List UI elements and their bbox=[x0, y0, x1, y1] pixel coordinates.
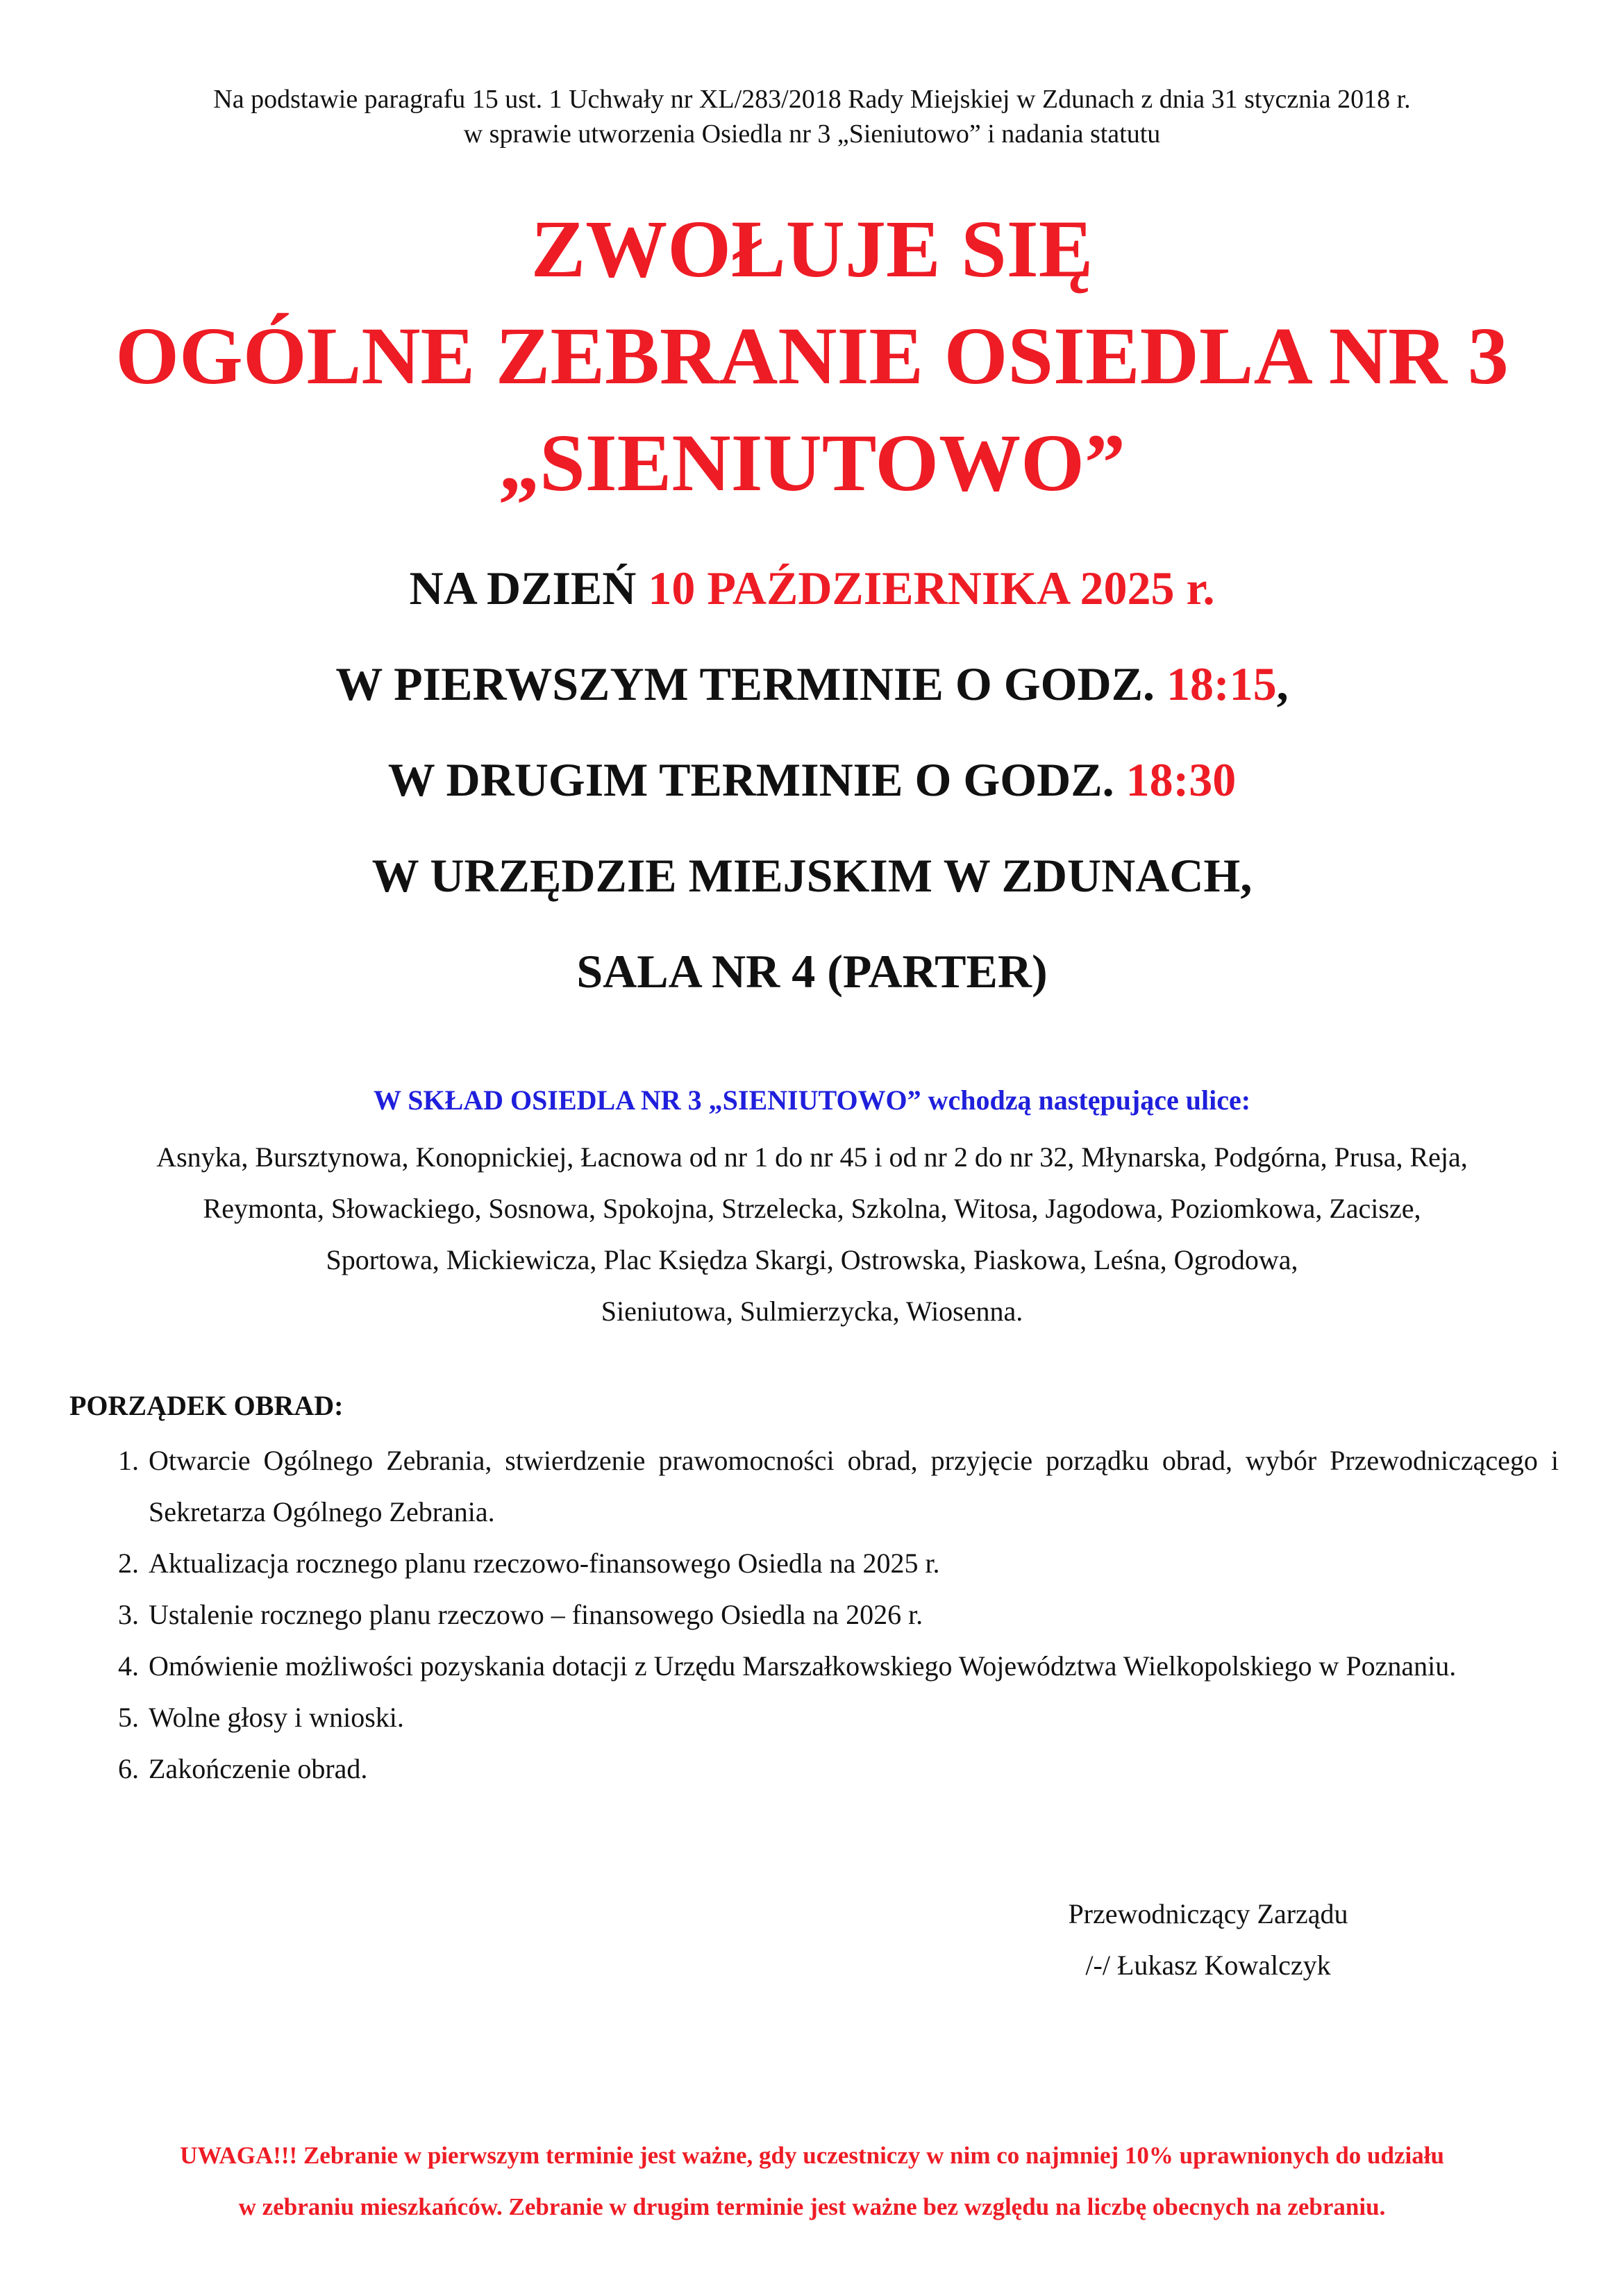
warning-line-2: w zebraniu mieszkańców. Zebranie w drugim terminie jest ważne bez względu na liczbę obecnych na zebraniu. bbox=[238, 2193, 1386, 2220]
agenda-item-number: 1. bbox=[118, 1445, 139, 1476]
streets-line-3: Sportowa, Mickiewicza, Plac Księdza Skargi, Ostrowska, Piaskowa, Leśna, Ogrodowa, bbox=[326, 1244, 1298, 1275]
agenda-item-text: Aktualizacja rocznego planu rzeczowo-finansowego Osiedla na 2025 r. bbox=[149, 1548, 940, 1579]
agenda-item-number: 3. bbox=[118, 1599, 139, 1630]
signature-block bbox=[1028, 1888, 1389, 1991]
agenda-item bbox=[69, 1743, 1559, 1795]
first-term-label: W PIERWSZYM TERMINIE O GODZ. bbox=[335, 657, 1166, 710]
streets-line-1: Asnyka, Bursztynowa, Konopnickiej, Łacnowa od nr 1 do nr 45 i od nr 2 do nr 32, Młynarska, Podgórna, Prusa, Reja, bbox=[156, 1141, 1468, 1173]
agenda-item-text: Otwarcie Ogólnego Zebrania, stwierdzenie prawomocności obrad, przyjęcie porządku obrad, wybór Przewodniczącego i Sekretarza Ogólnego Zebrania. bbox=[149, 1445, 1559, 1527]
agenda-item-text: Zakończenie obrad. bbox=[149, 1753, 368, 1784]
agenda-item-number: 2. bbox=[118, 1548, 139, 1579]
agenda-item bbox=[69, 1641, 1559, 1692]
meeting-date-label: NA DZIEŃ bbox=[409, 562, 648, 614]
streets-list bbox=[0, 1132, 1624, 1337]
agenda-item bbox=[69, 1435, 1559, 1538]
meeting-location: W URZĘDZIE MIEJSKIM W ZDUNACH, bbox=[371, 849, 1253, 902]
title-line-3: „SIENIUTOWO” bbox=[499, 417, 1125, 508]
legal-basis-line-1: Na podstawie paragrafu 15 ust. 1 Uchwały nr XL/283/2018 Rady Miejskiej w Zdunach z dnia 31 stycznia 2018 r. bbox=[213, 85, 1411, 114]
signature-name: /-/ Łukasz Kowalczyk bbox=[1085, 1950, 1331, 1981]
second-term-label: W DRUGIM TERMINIE O GODZ. bbox=[387, 753, 1126, 806]
composition-heading: W SKŁAD OSIEDLA NR 3 „SIENIUTOWO” wchodzą następujące ulice: bbox=[373, 1084, 1251, 1116]
signature-role: Przewodniczący Zarządu bbox=[1068, 1898, 1348, 1929]
first-term-time: 18:15 bbox=[1166, 657, 1277, 710]
agenda-item-number: 5. bbox=[118, 1702, 139, 1733]
meeting-room: SALA NR 4 (PARTER) bbox=[576, 945, 1048, 998]
agenda-item bbox=[69, 1538, 1559, 1589]
agenda-item bbox=[69, 1589, 1559, 1641]
streets-line-2: Reymonta, Słowackiego, Sosnowa, Spokojna, Strzelecka, Szkolna, Witosa, Jagodowa, Poziomkowa, Zacisze, bbox=[203, 1193, 1421, 1224]
second-term-line bbox=[0, 732, 1624, 828]
warning-notice bbox=[0, 2130, 1624, 2233]
title-line-2: OGÓLNE ZEBRANIE OSIEDLA NR 3 bbox=[115, 310, 1509, 401]
first-term-line bbox=[0, 636, 1624, 732]
legal-basis-line-2: w sprawie utworzenia Osiedla nr 3 „Sieniutowo” i nadania statutu bbox=[463, 119, 1161, 149]
agenda-item-number: 4. bbox=[118, 1650, 139, 1682]
agenda-item-text: Ustalenie rocznego planu rzeczowo – finansowego Osiedla na 2026 r. bbox=[149, 1599, 923, 1630]
page-title bbox=[0, 196, 1624, 517]
meeting-date: 10 PAŹDZIERNIKA 2025 r. bbox=[648, 562, 1215, 614]
title-line-1: ZWOŁUJE SIĘ bbox=[530, 203, 1094, 294]
agenda-item-text: Omówienie możliwości pozyskania dotacji z Urzędu Marszałkowskiego Województwa Wielkopolskiego w Poznaniu. bbox=[149, 1650, 1457, 1682]
meeting-details bbox=[0, 540, 1624, 1019]
meeting-date-line bbox=[0, 540, 1624, 636]
streets-line-4: Sieniutowa, Sulmierzycka, Wiosenna. bbox=[601, 1296, 1023, 1327]
first-term-suffix: , bbox=[1276, 657, 1289, 710]
agenda bbox=[69, 1385, 1559, 1795]
agenda-heading: PORZĄDEK OBRAD: bbox=[69, 1390, 344, 1421]
warning-line-1: UWAGA!!! Zebranie w pierwszym terminie jest ważne, gdy uczestniczy w nim co najmniej 10% uprawnionych do udziału bbox=[180, 2142, 1444, 2169]
agenda-item bbox=[69, 1692, 1559, 1743]
second-term-time: 18:30 bbox=[1125, 753, 1237, 806]
agenda-item-number: 6. bbox=[118, 1753, 139, 1784]
agenda-item-text: Wolne głosy i wnioski. bbox=[149, 1702, 404, 1733]
legal-basis bbox=[0, 82, 1624, 151]
